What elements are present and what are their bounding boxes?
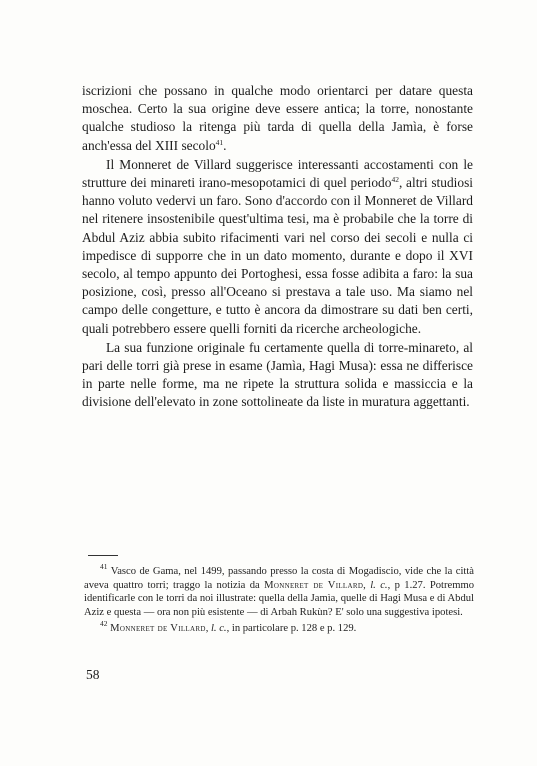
paragraph-3: La sua funzione originale fu certamente quella di torre-minareto, al pari delle torri già prese in esame (Jamìa, Hagi Musa): essa ne differisce in parte nelle forme, ma ne ripete la struttura solida e massiccia e la divisione dell'elevato in zone sottolineate da liste in muratura aggettanti. [82,339,473,410]
main-text [82,82,473,412]
note-ref-41: 41 [215,137,224,147]
paragraph-1-end: . [223,137,227,153]
paragraph-2-text-end: , altri studiosi hanno voluto vedervi un faro. Sono d'accordo con il Monneret de Villard nel ritenere insostenibile quest'ultima tesi, ma è probabile che la torre di Abdul Aziz abbia subito rifacimenti vari nel corso dei secoli e nulla ci impedisce di supporre che in un dato momento, durante e dopo il XVI secolo, al tempo appunto dei Portoghesi, essa fosse adibita a faro: la sua posizione, così, presso all'Oceano si prestava a tale uso. Ma siamo nel campo delle congetture, e tutto è ancora da dimostrare su dati ben certi, quali potrebbero essere quelli forniti da ricerche archeologiche. [82,175,473,336]
footnote-41-number: 41 [100,562,108,571]
footnote-41-text-end: , p 1.27. Potremmo identificarle con le torri da noi illustrate: quella della Jamìa, quelle di Hagi Musa e di Abdul Aziz e questa — ora non più esistente — di Arbah Rukùn? E' solo una suggestiva ipotesi. [84,579,475,618]
note-ref-42: 42 [391,175,399,185]
paragraph-2-text-start: Il Monneret de Villard suggerisce interessanti accostamenti con le strutture dei minareti irano-mesopotamici di quel periodo [82,156,473,191]
footnote-41-author: Monneret de Villard [264,579,364,591]
footnote-42-ref: l. c. [210,623,227,635]
footnote-42-author: Monneret de Villard [110,623,206,635]
footnote-42-text-end: , in particolare p. 128 e p. 129. [226,623,357,635]
footnote-41-text: Vasco de Gama, nel 1499, passando presso la costa di Mogadiscio, vide che la città aveva quattro torri; traggo la notizia da [84,566,474,591]
footnote-41: $^{41}$ Vasco de Gama, nel 1499, passando presso la costa di Mogadiscio, vide che la città aveva quattro torri; traggo la notizia da Monneret de Villard, l. c., p 1.27. Potremmo identificarle con le torri da noi illustrate: quella della Jamìa, quelle di Hagi Musa e di Abdul Aziz e questa — ora non più esistente — di Arbah Rukùn? E' solo una suggestiva ipotesi. [84,562,475,618]
footnote-42-number: 42 [100,619,108,629]
footnote-41-ref: l. c. [370,579,388,591]
footnotes [84,562,475,639]
page-number: 58 [86,667,100,682]
footnote-42: $^{42}$ Monneret de Villard, l. c., in particolare p. 128 e p. 129. [100,619,357,635]
footnote-separator [88,555,118,556]
paragraph-2 [82,156,473,338]
paragraph-1-text: iscrizioni che possano in qualche modo orientarci per datare questa moschea. Certo la sua origine deve essere antica; la torre, nonostante qualche studioso la ritenga più tarda di quella della Jamìa, è forse anch'essa del XIII secolo [82,83,473,153]
paragraph-1 [82,82,473,155]
